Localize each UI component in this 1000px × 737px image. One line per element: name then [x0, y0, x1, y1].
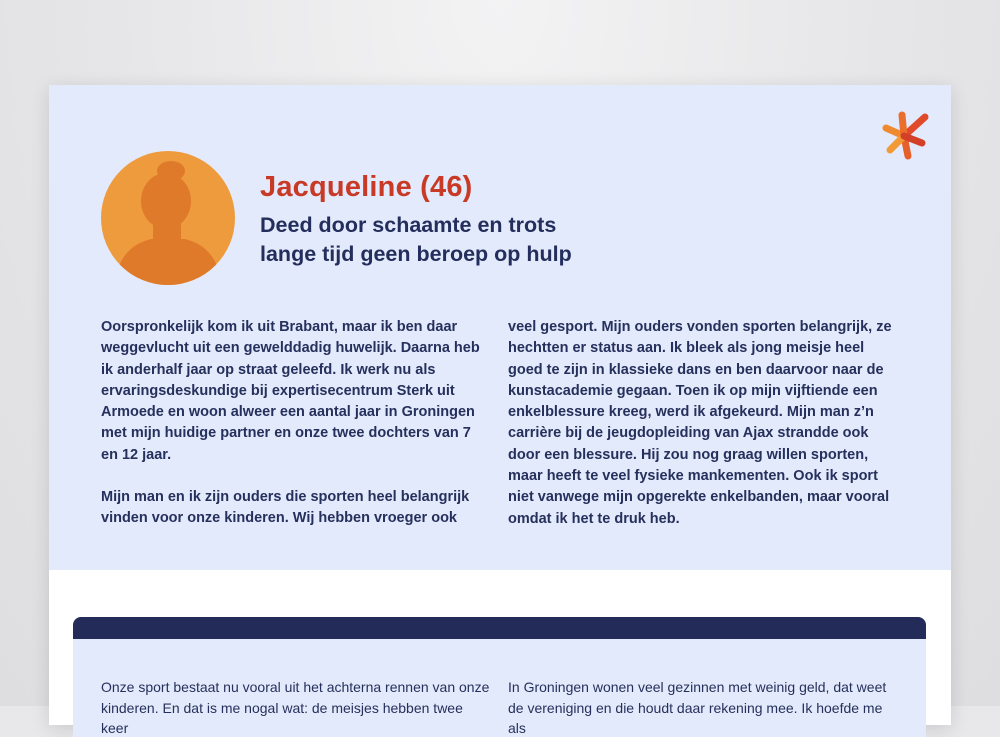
profile-name: Jacqueline (46) — [260, 171, 473, 203]
profile-subtitle — [260, 211, 680, 269]
asterisk-logo-icon — [882, 110, 930, 162]
section2-paragraph: Onze sport bestaat nu vooral uit het achterna rennen van onze kinderen. En dat is me nogal wat: de meisjes hebben twee keer — [101, 679, 490, 736]
section2-column-right — [508, 677, 900, 737]
story-paragraph: Oorspronkelijk kom ik uit Brabant, maar ik ben daar weggevlucht uit een gewelddadig huwelijk. Daarna heb ik anderhalf jaar op straat geleefd. Ik werk nu als ervaringsdeskundige bij expertisecentrum Sterk uit Armoede en woon alweer een aantal jaar in Groningen met mijn huidige partner en onze twee dochters van 7 en 12 jaar. — [101, 319, 480, 463]
second-section — [73, 617, 926, 737]
section2-paragraph: In Groningen wonen veel gezinnen met weinig geld, dat weet de vereniging en die houdt daar rekening mee. Ik hoefde me als — [508, 679, 887, 736]
section-header-bar — [73, 617, 926, 639]
story-column-left — [101, 317, 491, 551]
subtitle-line-2: lange tijd geen beroep op hulp — [260, 242, 572, 266]
profile-section — [49, 85, 951, 570]
person-silhouette-icon — [101, 151, 235, 285]
document-page — [49, 85, 951, 736]
story-paragraph: veel gesport. Mijn ouders vonden sporten belangrijk, ze hechtten er status aan. Ik bleek als jong meisje heel goed te zijn in klassieke dans en ben daarvoor naar de kunstacademie gegaan. Toen ik op mijn vijftiende een enkelblessure kreeg, werd ik afgekeurd. Mijn man z’n carrière bij de jeugdopleiding van Ajax strandde ook door een blessure. Hij zou nog graag willen sporten, maar heeft te veel fysieke mankementen. Ook ik sport niet vanwege mijn opgerekte enkelbanden, maar vooral omdat ik het te druk heb. — [508, 319, 892, 527]
story-column-right — [508, 317, 898, 551]
section2-column-left — [101, 677, 493, 737]
story-paragraph: Mijn man en ik zijn ouders die sporten heel belangrijk vinden voor onze kinderen. Wij hebben vroeger ook — [101, 489, 470, 527]
subtitle-line-1: Deed door schaamte en trots — [260, 213, 557, 237]
